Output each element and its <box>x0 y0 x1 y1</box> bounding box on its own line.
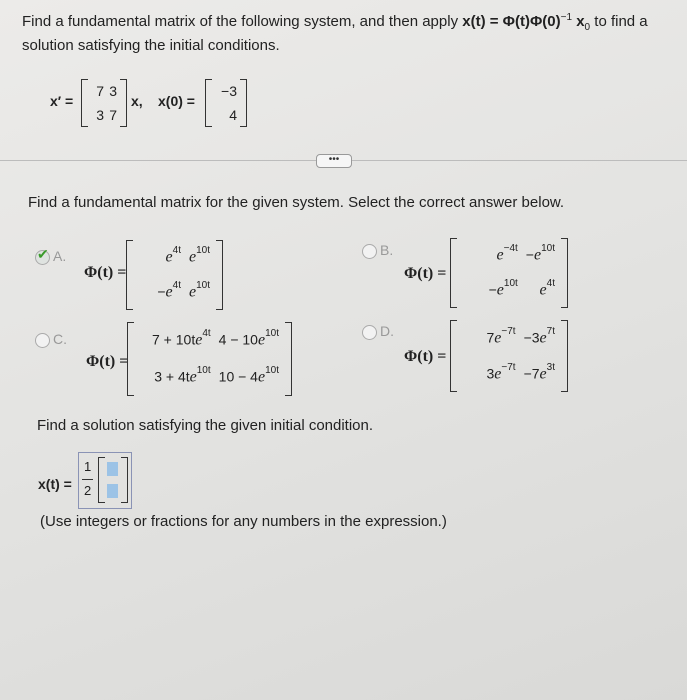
matrix-cell <box>188 245 210 267</box>
phi-label: Φ(t) = <box>84 264 127 281</box>
system-matrix <box>81 79 127 127</box>
option-c-matrix <box>127 322 292 396</box>
part2-prompt: Find a solution satisfying the given initial condition. <box>37 417 374 434</box>
option-b-label[interactable]: B. <box>380 242 394 258</box>
cell-base: e <box>539 365 547 383</box>
check-icon: ✔ <box>37 246 49 262</box>
cell-base: − <box>525 246 534 263</box>
cell-base: e <box>494 365 502 383</box>
cell-exponent: 10t <box>265 328 279 340</box>
cell-base: −3 <box>523 329 540 346</box>
cell-exponent: 4t <box>202 328 211 340</box>
ic-lhs: x(0) = <box>158 93 195 109</box>
cell-base: e <box>195 331 203 349</box>
matrix-cell <box>488 278 518 300</box>
matrix-cell <box>218 365 279 387</box>
vector-cell: −3 <box>221 83 237 99</box>
hint-text: (Use integers or fractions for any numbers in the expression.) <box>40 513 447 530</box>
system-x: x, <box>131 93 143 109</box>
formula: x(t) = Φ(t)Φ(0) <box>462 13 561 30</box>
cell-base: e <box>189 368 197 386</box>
cell-base: 7 + 10t <box>152 331 196 348</box>
cell-base: e <box>496 281 504 299</box>
cell-exponent: 7t <box>546 325 555 337</box>
cell-base: 10 − 4 <box>218 368 258 385</box>
cell-exponent: 10t <box>196 245 210 257</box>
part1-prompt: Find a fundamental matrix for the given system. Select the correct answer below. <box>28 194 565 211</box>
option-c-label[interactable]: C. <box>53 331 67 347</box>
matrix-cell <box>523 325 555 348</box>
cell-base: e <box>494 329 502 347</box>
answer-input-top[interactable] <box>107 462 118 476</box>
cell-base: − <box>157 283 166 300</box>
cell-exponent: 10t <box>196 280 210 292</box>
cell-base: e <box>539 329 547 347</box>
matrix-cell <box>523 361 555 384</box>
formula-x0: x <box>576 13 585 30</box>
cell-exponent: −7t <box>501 325 516 337</box>
ic-vector <box>205 79 247 127</box>
more-button[interactable]: ••• <box>316 154 352 168</box>
matrix-cell: 3 <box>96 107 104 123</box>
option-b-radio[interactable] <box>362 244 377 259</box>
fraction-bar <box>82 479 93 480</box>
matrix-cell <box>188 280 210 302</box>
phi-label: Φ(t) = <box>86 353 129 370</box>
option-c-radio[interactable] <box>35 333 50 348</box>
cell-base: 3 <box>486 365 495 382</box>
cell-base: e <box>257 368 266 386</box>
fraction-denominator: 2 <box>84 483 92 498</box>
matrix-cell <box>165 245 181 267</box>
option-d-matrix <box>450 320 568 392</box>
question-intro <box>22 12 648 33</box>
matrix-cell <box>486 325 516 348</box>
phi-label: Φ(t) = <box>404 348 447 365</box>
vector-cell: 4 <box>229 107 237 123</box>
answer-input-bottom[interactable] <box>107 484 118 498</box>
cell-exponent: 10t <box>503 278 518 290</box>
cell-base: 7 <box>486 329 495 346</box>
option-d-label[interactable]: D. <box>380 323 394 339</box>
cell-exponent: −7t <box>501 361 516 373</box>
cell-exponent: 10t <box>541 243 555 255</box>
matrix-cell: 7 <box>109 107 117 123</box>
cell-base: 4 − 10 <box>218 331 258 348</box>
matrix-cell <box>152 328 211 350</box>
matrix-cell <box>157 280 181 302</box>
matrix-cell: 3 <box>109 83 117 99</box>
cell-exponent: 4t <box>172 280 181 292</box>
cell-exponent: −4t <box>503 243 518 255</box>
fraction-numerator: 1 <box>84 459 92 474</box>
option-a-label[interactable]: A. <box>53 248 67 264</box>
option-d-radio[interactable] <box>362 325 377 340</box>
option-a-matrix <box>126 240 223 310</box>
cell-base: 3 + 4t <box>154 368 190 385</box>
cell-exponent: 10t <box>196 365 211 377</box>
cell-base: −7 <box>523 365 540 382</box>
intro-text-end: to find a <box>594 13 648 30</box>
option-a-radio[interactable] <box>35 246 50 265</box>
cell-base: e <box>533 246 542 264</box>
cell-base: e <box>257 331 266 349</box>
cell-base: e <box>188 248 197 266</box>
system-lhs: x′ = <box>50 93 74 109</box>
answer-box <box>78 452 132 509</box>
answer-vector <box>98 457 128 503</box>
formula-x0-sub: 0 <box>584 22 591 33</box>
cell-exponent: 4t <box>172 245 181 257</box>
cell-base: e <box>539 281 547 299</box>
cell-exponent: 3t <box>546 361 555 373</box>
cell-base: e <box>188 283 197 301</box>
intro-line2: solution satisfying the initial conditions. <box>22 37 280 54</box>
matrix-cell <box>218 328 279 350</box>
intro-text: Find a fundamental matrix of the following system, and then apply <box>22 13 459 30</box>
cell-exponent: 10t <box>265 365 279 377</box>
option-b-matrix <box>450 238 568 308</box>
cell-exponent: 4t <box>546 278 555 290</box>
solution-lhs: x(t) = <box>38 476 72 492</box>
matrix-cell <box>154 365 211 387</box>
cell-base: e <box>165 283 173 301</box>
cell-base: e <box>496 246 504 264</box>
formula-inverse: −1 <box>560 12 573 23</box>
cell-base: e <box>165 248 173 266</box>
matrix-cell: 7 <box>96 83 104 99</box>
matrix-cell <box>486 361 516 384</box>
phi-label: Φ(t) = <box>404 265 447 282</box>
matrix-cell <box>525 243 555 265</box>
matrix-cell <box>496 243 518 265</box>
matrix-cell <box>539 278 555 300</box>
cell-base: − <box>488 281 497 298</box>
